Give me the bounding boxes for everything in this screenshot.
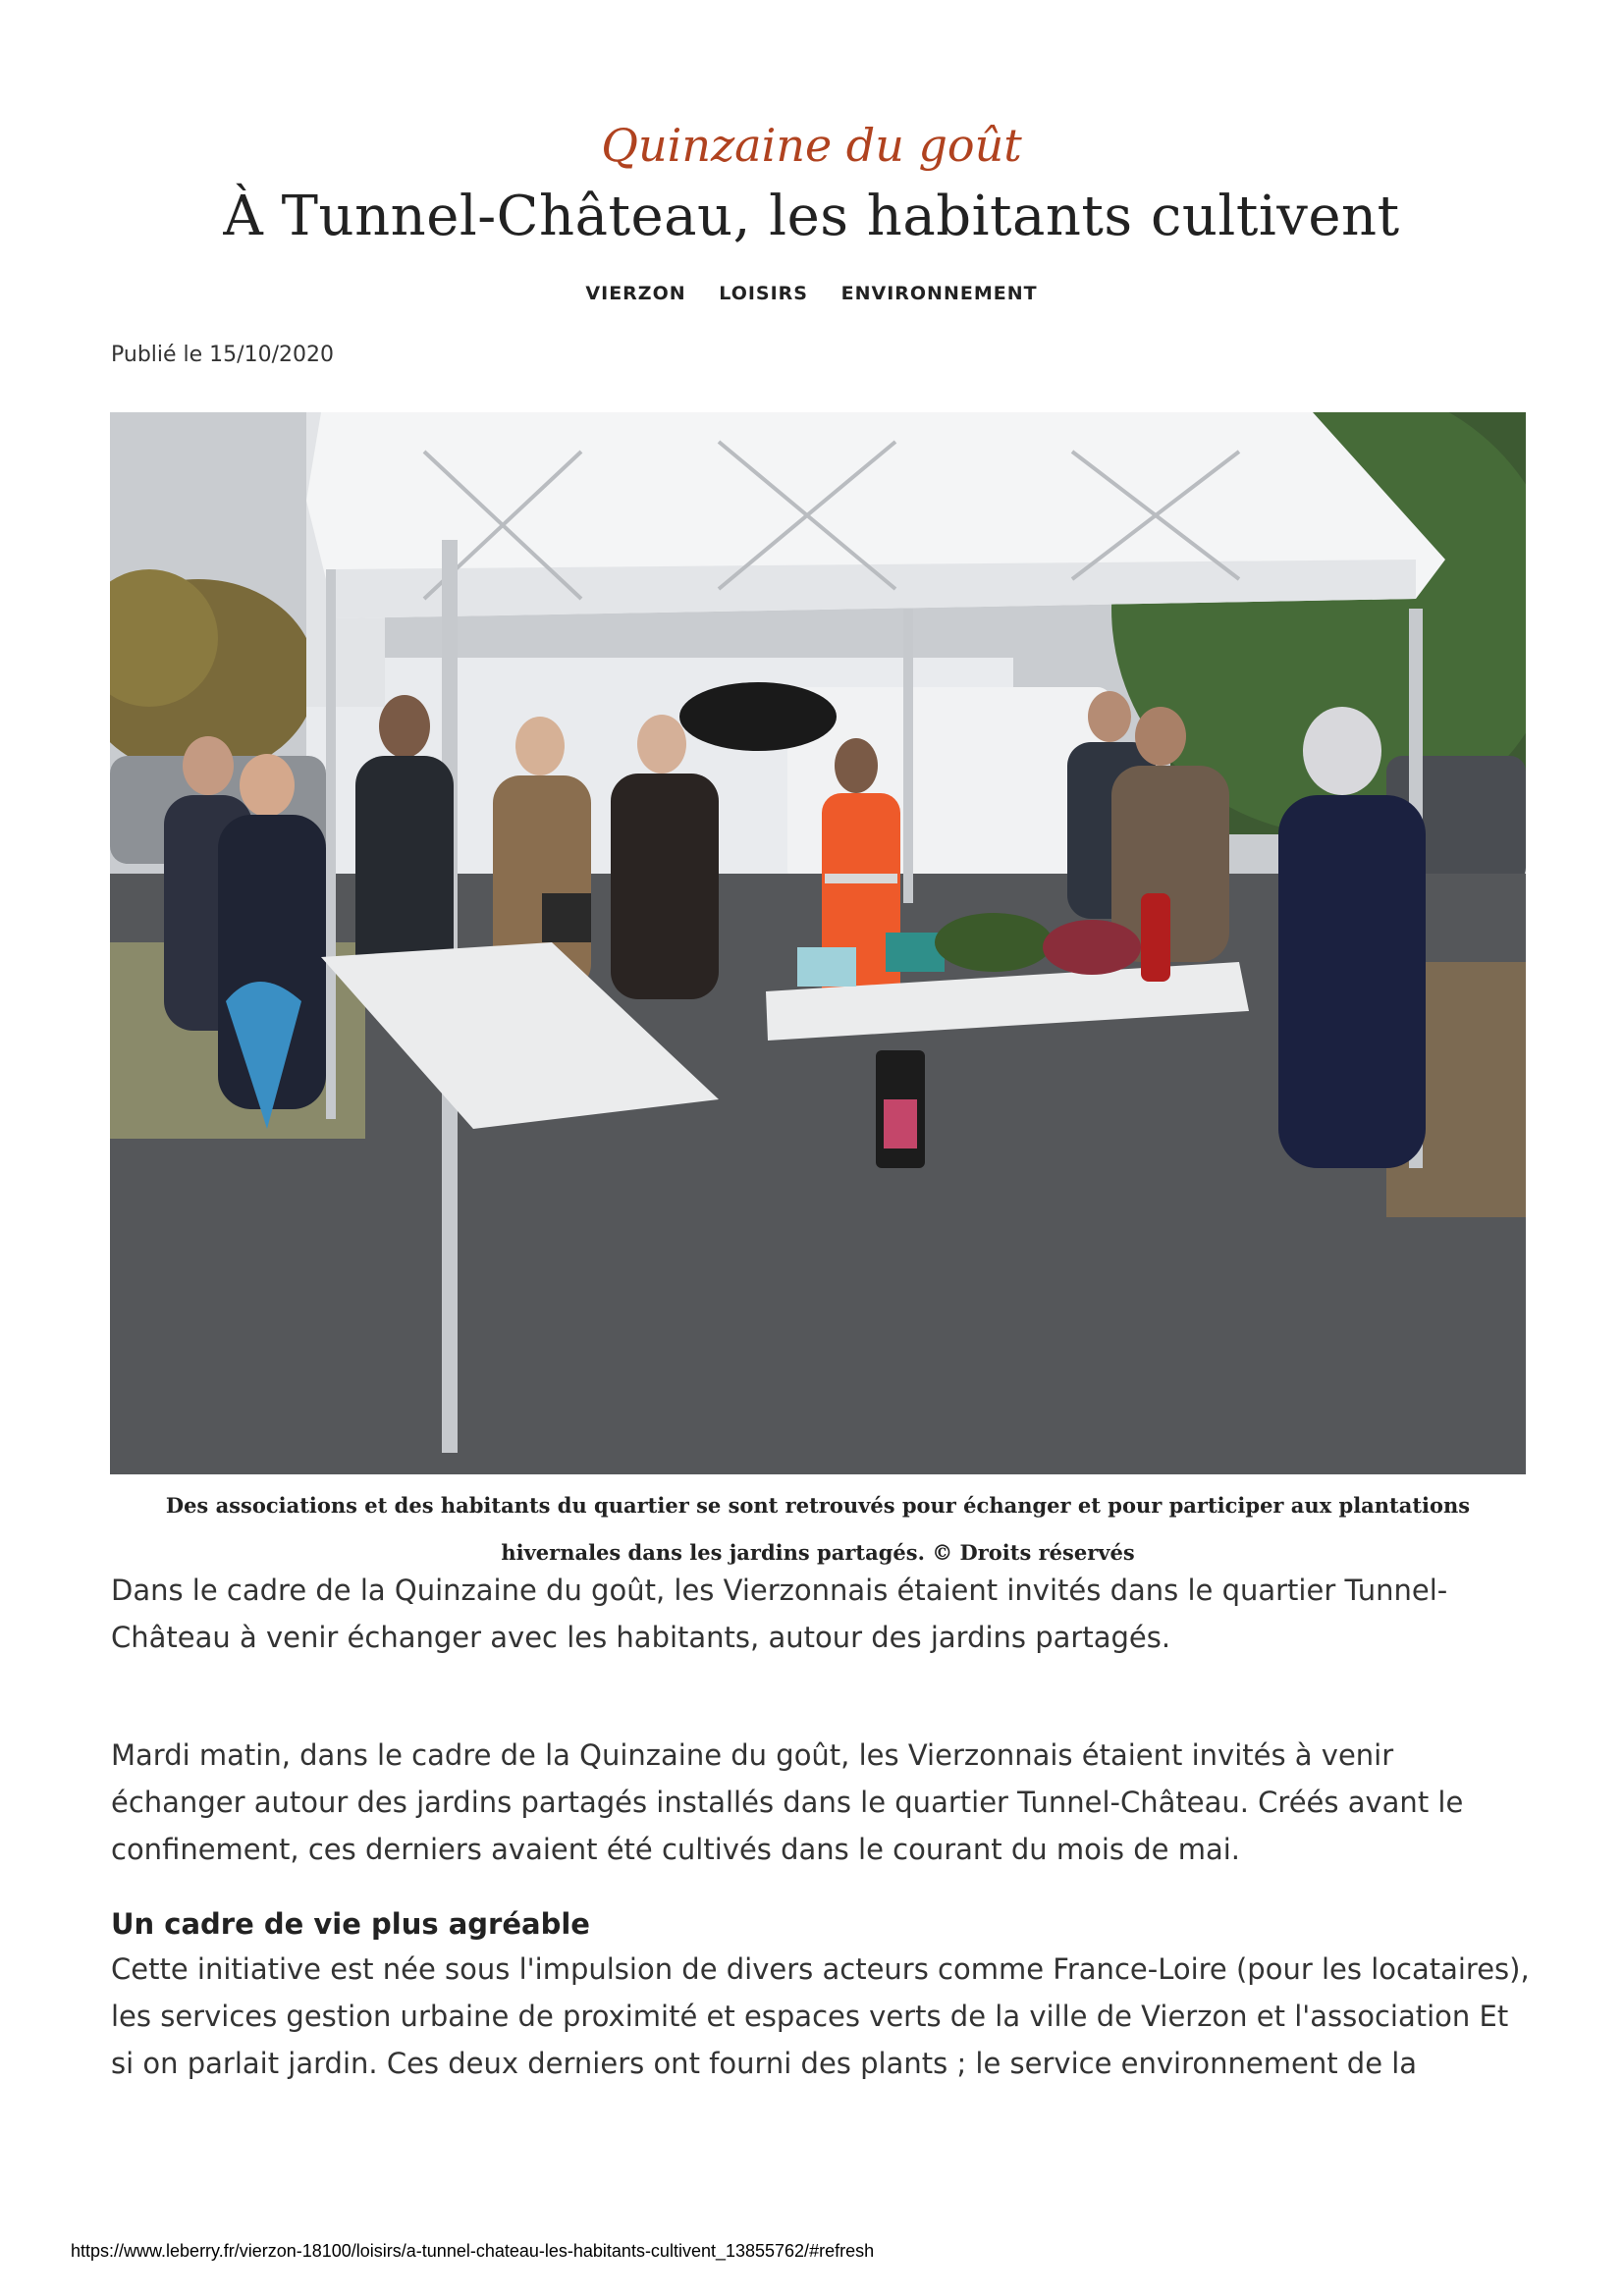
article-kicker: Quinzaine du goût	[601, 119, 1022, 172]
tag-vierzon[interactable]: VIERZON	[585, 283, 686, 304]
body-paragraph: Cette initiative est née sous l'impulsion de divers acteurs comme France-Loire (pour les locataires), les services gestion urbaine de proximité et espaces verts de la ville de Vierzon et l'association Et si on parlait jardin. Ces deux derniers ont fourni des plants ; le service environnement de la	[111, 1952, 1530, 2080]
tag-loisirs[interactable]: LOISIRS	[719, 283, 808, 304]
article-photo	[110, 412, 1526, 1474]
photo-caption: Des associations et des habitants du quartier se sont retrouvés pour échanger et pour participer aux plantations hivernales dans les jardins partagés. © Droits réservés	[165, 1493, 1471, 1565]
tag-environnement[interactable]: ENVIRONNEMENT	[840, 283, 1038, 304]
body-paragraph: Mardi matin, dans le cadre de la Quinzaine du goût, les Vierzonnais étaient invités à venir échanger autour des jardins partagés installés dans le quartier Tunnel-Château. Créés avant le confinement, ces derniers avaient été cultivés dans le courant du mois de mai.	[111, 1738, 1464, 1866]
publish-date: Publié le 15/10/2020	[111, 343, 334, 367]
intro-paragraph: Dans le cadre de la Quinzaine du goût, les Vierzonnais étaient invités dans le quartier Tunnel-Château à venir échanger avec les habitants, autour des jardins partagés.	[111, 1574, 1448, 1654]
section-heading: Un cadre de vie plus agréable	[111, 1907, 590, 1941]
source-url[interactable]: https://www.leberry.fr/vierzon-18100/loisirs/a-tunnel-chateau-les-habitants-cultivent_13855762/#refresh	[71, 2241, 875, 2261]
tag-list	[0, 280, 1623, 307]
article-title: À Tunnel-Château, les habitants cultivent	[223, 185, 1400, 248]
